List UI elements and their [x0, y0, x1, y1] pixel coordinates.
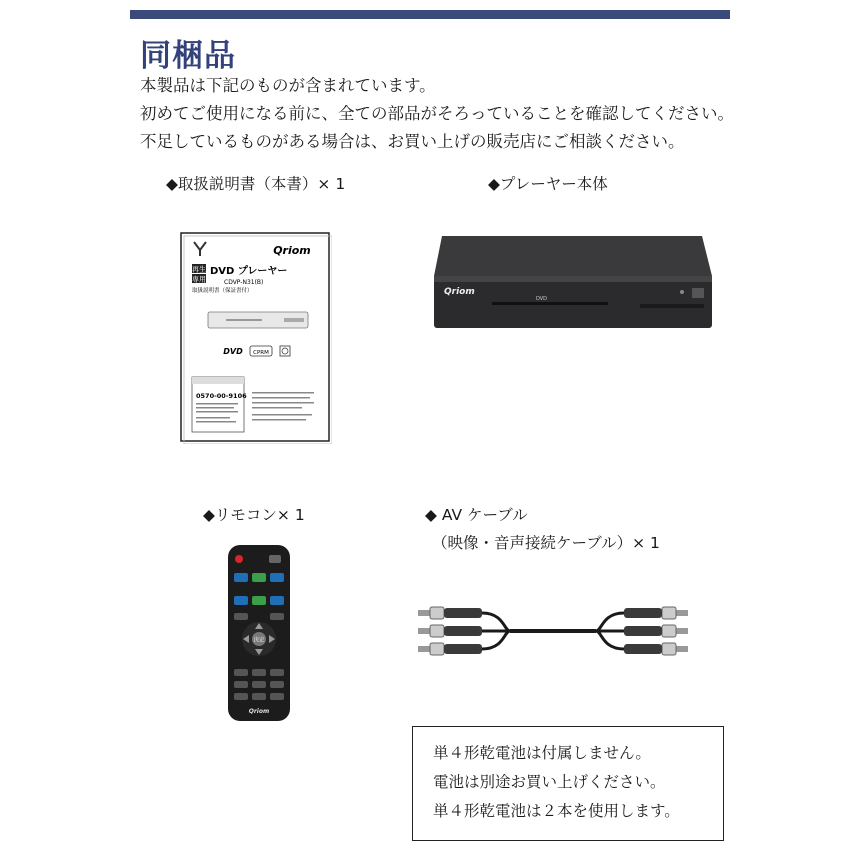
dvd-player-image	[430, 228, 720, 333]
manual-product-name: DVD プレーヤー	[210, 266, 288, 277]
manual-cprm: CPRM	[253, 350, 269, 356]
remote-brand: Qriom	[248, 708, 270, 715]
manual-dvd-logo: DVD	[223, 347, 243, 356]
header-accent-bar	[130, 10, 730, 19]
cable-label-line1: ◆ AV ケーブル	[425, 506, 528, 524]
note-line-1: 単４形乾電池は付属しません。	[433, 744, 651, 762]
cable-label-line2: （映像・音声接続ケーブル）× 1	[432, 534, 660, 552]
remote-label: ◆リモコン× 1	[203, 506, 305, 524]
manual-brand: Qriom	[273, 244, 311, 257]
page-title: 同梱品	[140, 38, 236, 74]
manual-badge-bottom: 専用	[192, 275, 206, 284]
manual-booklet-image	[180, 232, 332, 444]
note-line-2: 電池は別途お買い上げください。	[433, 773, 666, 791]
manual-label: ◆取扱説明書（本書）× 1	[166, 175, 346, 193]
intro-line-2: 初めてご使用になる前に、全ての部品がそろっていることを確認してください。	[140, 104, 734, 123]
av-cable-image	[418, 598, 688, 664]
note-line-3: 単４形乾電池は２本を使用します。	[433, 802, 680, 820]
intro-line-3: 不足しているものがある場合は、お買い上げの販売店にご相談ください。	[140, 132, 685, 151]
remote-control-image	[226, 543, 294, 723]
player-tray-label: DVD	[536, 296, 548, 302]
intro-line-1: 本製品は下記のものが含まれています。	[140, 76, 436, 95]
intro-text	[140, 72, 734, 156]
battery-note-box	[412, 726, 724, 841]
manual-model: CDVP-N31(B)	[224, 279, 264, 286]
manual-phone: 0570-00-9106	[196, 392, 247, 400]
manual-subtitle: 取扱説明書（保証書付）	[192, 288, 253, 294]
manual-badge-top: 再生	[192, 265, 206, 274]
player-label: ◆プレーヤー本体	[488, 175, 608, 193]
remote-center-button: 決定	[253, 637, 265, 644]
player-brand: Qriom	[444, 287, 475, 297]
